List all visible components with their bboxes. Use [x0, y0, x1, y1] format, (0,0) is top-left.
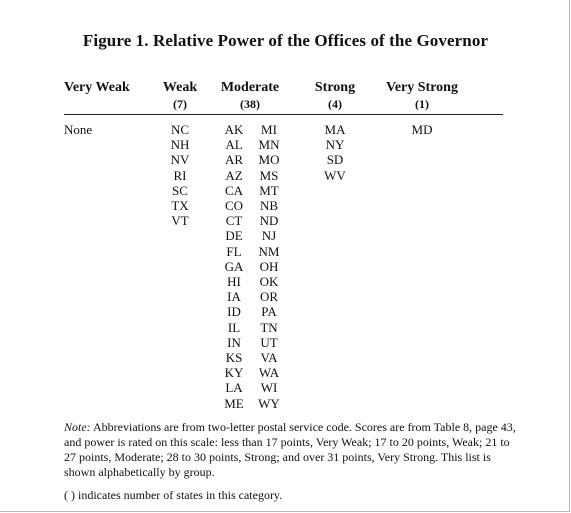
state-code: MN: [258, 137, 280, 153]
header-weak: Weak: [162, 80, 198, 95]
state-code: KY: [224, 365, 244, 381]
state-code: IN: [227, 334, 241, 350]
count-weak: (7): [173, 97, 187, 111]
state-code: PA: [261, 304, 277, 320]
state-code: NJ: [261, 228, 277, 244]
state-code: AL: [225, 137, 243, 153]
state-code: WI: [260, 380, 278, 396]
state-code: IA: [227, 289, 241, 305]
state-code: WA: [258, 365, 280, 381]
legend-text: ( ) indicates number of states in this category.: [64, 488, 283, 502]
state-code: DE: [225, 228, 243, 244]
state-code: OR: [259, 289, 279, 305]
header-moderate: Moderate: [220, 80, 280, 95]
column-weak: [160, 122, 200, 228]
header-very-strong: Very Strong: [386, 80, 458, 95]
state-code: WV: [324, 167, 346, 183]
table-note: [64, 420, 524, 480]
state-code: FL: [226, 243, 242, 259]
state-code: IL: [227, 319, 241, 335]
state-code: MS: [259, 167, 279, 183]
state-code: GA: [224, 258, 244, 274]
state-code: AK: [224, 122, 244, 137]
header-strong: Strong: [314, 80, 356, 95]
state-code: NM: [258, 243, 280, 259]
header-rule: [64, 114, 503, 115]
state-code: MD: [411, 122, 433, 137]
state-code: OH: [259, 258, 279, 274]
state-code: CO: [224, 198, 244, 214]
count-moderate: (38): [240, 97, 260, 111]
state-code: MI: [261, 122, 277, 137]
count-strong: (4): [328, 97, 342, 111]
header-very-weak: Very Weak: [64, 80, 130, 95]
column-very-strong: [402, 122, 442, 137]
state-code: NC: [170, 122, 190, 137]
state-code: VA: [260, 350, 278, 366]
state-code: SD: [326, 152, 344, 168]
note-label: Note:: [64, 420, 91, 434]
state-code: RI: [173, 167, 187, 183]
state-code: VT: [171, 213, 189, 229]
count-very-strong: (1): [415, 97, 429, 111]
state-code: NY: [325, 137, 345, 153]
state-code: MO: [258, 152, 280, 168]
figure-title: Figure 1. Relative Power of the Offices of the Governor: [82, 31, 489, 50]
state-code: HI: [227, 274, 241, 290]
column-moderate-left: [218, 122, 250, 411]
state-code: ME: [224, 395, 244, 411]
state-code: WY: [258, 395, 280, 411]
state-code: NH: [170, 137, 190, 153]
state-code: LA: [225, 380, 243, 396]
state-code: AZ: [225, 167, 243, 183]
state-code: TN: [260, 319, 278, 335]
state-code: AR: [224, 152, 244, 168]
state-code: ND: [259, 213, 279, 229]
state-code: SC: [172, 182, 188, 198]
column-strong: [315, 122, 355, 183]
state-code: UT: [260, 334, 278, 350]
state-code: NB: [259, 198, 279, 214]
state-code: CT: [225, 213, 243, 229]
note-text: Abbreviations are from two-letter postal service code. Scores are from Table 8, page 43, and power is rated on this scale: less than 17 points, Very Weak; 17 to 20 points, Weak; 21 to 27 points, Moderate; 28 to 30 points, Strong; and over 31 points, Very Strong. This list is shown alphabetically by group.: [64, 420, 516, 479]
state-code: ID: [227, 304, 241, 320]
state-code: OK: [259, 274, 279, 290]
state-code: CA: [224, 182, 244, 198]
column-very-weak: [64, 122, 92, 137]
state-code: TX: [171, 198, 189, 214]
state-code: NV: [170, 152, 190, 168]
state-code: KS: [225, 350, 243, 366]
state-code: MA: [324, 122, 346, 137]
state-code: None: [64, 122, 93, 137]
column-moderate-right: [252, 122, 286, 411]
state-code: MT: [259, 182, 279, 198]
